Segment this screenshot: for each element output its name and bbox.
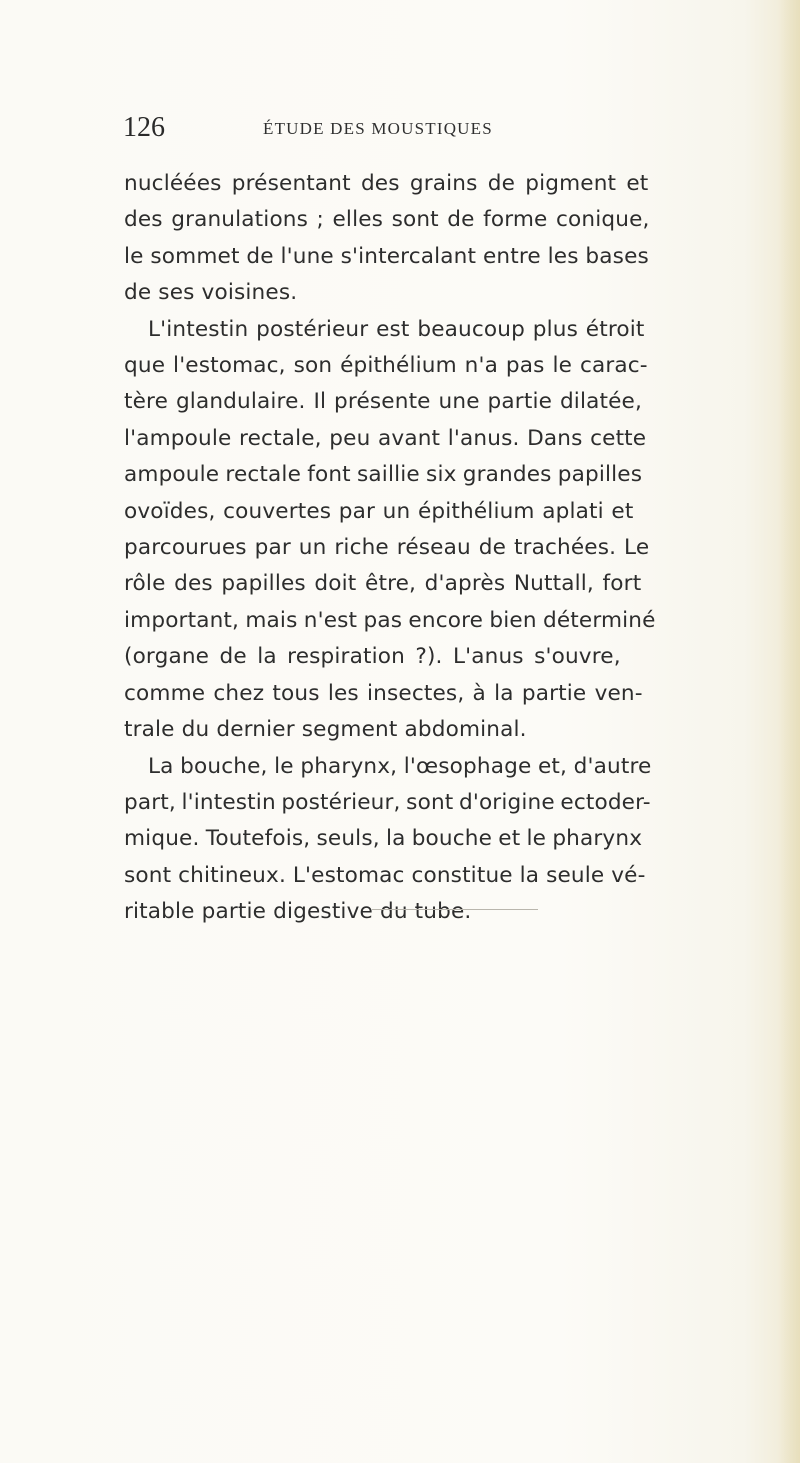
text-line: mique. Toutefois, seuls, la bouche et le pharynx <box>124 826 643 852</box>
text-line: parcourues par un riche réseau de trachées. Le <box>124 535 650 561</box>
text-line: nucléées présentant des grains de pigment et <box>124 171 649 196</box>
page-number: 126 <box>123 112 165 143</box>
text-line: tère glandulaire. Il présente une partie dilatée, <box>124 389 642 415</box>
running-head <box>123 110 763 150</box>
text-line: ritable partie digestive du tube. <box>124 899 472 925</box>
text-line: part, l'intestin postérieur, sont d'origine ectoder- <box>124 789 651 815</box>
text-line: trale du dernier segment abdominal. <box>124 717 527 743</box>
page-edge-shadow <box>778 0 800 1463</box>
text-line: rôle des papilles doit être, d'après Nuttall, fort <box>124 571 642 597</box>
text-line: comme chez tous les insectes, à la partie ven- <box>124 680 643 706</box>
text-line: l'ampoule rectale, peu avant l'anus. Dans cette <box>124 425 647 451</box>
text-line: (organe de la respiration ?). L'anus s'ouvre, <box>124 644 621 670</box>
body-text <box>124 166 764 931</box>
section-rule <box>372 909 538 910</box>
text-line: des granulations ; elles sont de forme conique, <box>124 207 650 233</box>
text-line: important, mais n'est pas encore bien déterminé <box>124 607 656 633</box>
text-line: ovoïdes, couvertes par un épithélium aplati et <box>124 498 634 524</box>
running-title: ÉTUDE DES MOUSTIQUES <box>263 119 493 138</box>
text-line: de ses voisines. <box>124 280 298 306</box>
text-line: que l'estomac, son épithélium n'a pas le carac- <box>124 353 648 379</box>
text-line: La bouche, le pharynx, l'œsophage et, d'autre <box>148 753 652 779</box>
text-line: ampoule rectale font saillie six grandes papilles <box>124 462 643 488</box>
text-line: le sommet de l'une s'intercalant entre les bases <box>124 243 649 269</box>
text-line: sont chitineux. L'estomac constitue la seule vé- <box>124 862 646 888</box>
text-line: L'intestin postérieur est beaucoup plus étroit <box>148 316 645 342</box>
